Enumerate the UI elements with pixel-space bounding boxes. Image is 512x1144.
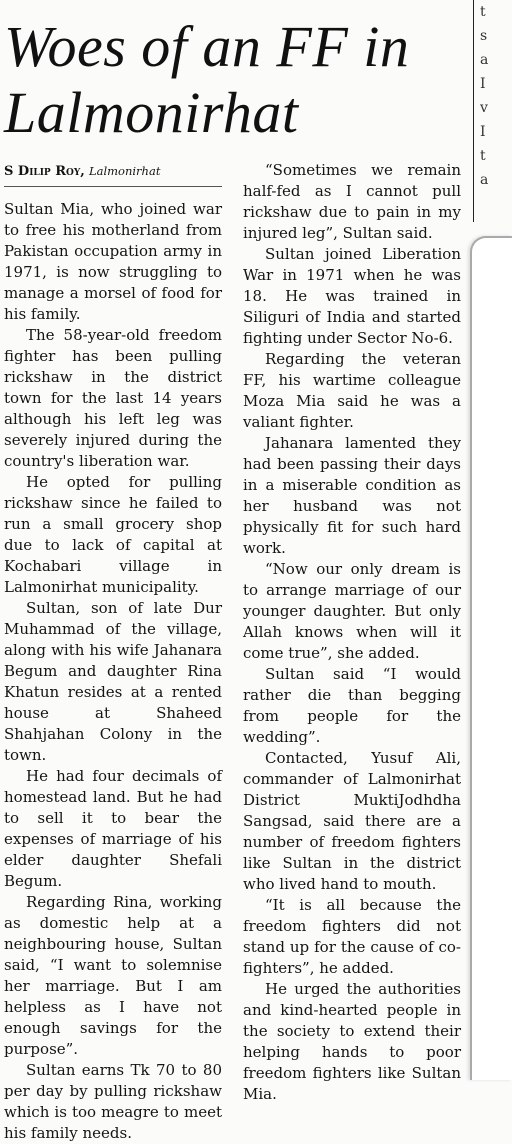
fragment-letter: a	[480, 52, 489, 68]
adjacent-column-fragment	[480, 0, 490, 222]
column-divider	[473, 0, 474, 222]
paragraph: Jahanara lamented they had been passing their days in a miserable condition as her husband was not physically fit for such hard work.	[243, 434, 461, 557]
paragraph: Sultan, son of late Dur Muhammad of the village, along with his wife Jahanara Begum and daughter Rina Khatun resides at a rented house at Shaheed Shahjahan Colony in the town.	[4, 599, 222, 764]
paragraph: Sultan said “I would rather die than begging from people for the wedding”.	[243, 665, 461, 746]
fragment-letter: a	[480, 172, 489, 188]
byline-location: Lalmonirhat	[88, 164, 161, 178]
fragment-letter: s	[480, 28, 488, 44]
headline: Woes of an FF in Lalmonirhat	[4, 14, 410, 145]
byline-author: S Dilip Roy,	[4, 164, 85, 179]
paragraph: He urged the authorities and kind-hearted people in the society to extend their helping hands to poor freedom fighters like Sultan Mia.	[243, 980, 461, 1103]
adjacent-panel	[470, 236, 512, 1080]
paragraph: Regarding the veteran FF, his wartime colleague Moza Mia said he was a valiant fighter.	[243, 350, 461, 431]
paragraph: “Now our only dream is to arrange marriage of our younger daughter. But only Allah knows when will it come true”, she added.	[243, 560, 461, 662]
article-column-1	[4, 199, 222, 1144]
byline	[4, 163, 222, 180]
paragraph: “Sometimes we remain half-fed as I cannot pull rickshaw due to pain in my injured leg”, Sultan said.	[243, 161, 461, 242]
fragment-letter: v	[480, 100, 488, 116]
paragraph: He opted for pulling rickshaw since he failed to run a small grocery shop due to lack of capital at Kochabari village in Lalmonirhat municipality.	[4, 473, 222, 596]
paragraph: The 58-year-old freedom fighter has been pulling rickshaw in the district town for the last 14 years although his left leg was severely injured during the country's liberation war.	[4, 326, 222, 470]
fragment-letter: t	[480, 148, 486, 164]
fragment-letter: I	[480, 76, 486, 92]
paragraph: Contacted, Yusuf Ali, commander of Lalmonirhat District MuktiJodhdha Sangsad, said there are a number of freedom fighters like Sultan in the district who lived hand to mouth.	[243, 749, 461, 893]
paragraph: Regarding Rina, working as domestic help at a neighbouring house, Sultan said, “I want to solemnise her marriage. But I am helpless as I have not enough savings for the purpose”.	[4, 893, 222, 1058]
paragraph: Sultan Mia, who joined war to free his motherland from Pakistan occupation army in 1971, is now struggling to manage a morsel of food for his family.	[4, 200, 222, 323]
paragraph: Sultan joined Liberation War in 1971 when he was 18. He was trained in Siliguri of India and started fighting under Sector No-6.	[243, 245, 461, 347]
paragraph: He had four decimals of homestead land. But he had to sell it to bear the expenses of marriage of his elder daughter Shefali Begum.	[4, 767, 222, 890]
byline-divider	[4, 186, 222, 187]
fragment-letter: I	[480, 124, 486, 140]
paragraph: Sultan earns Tk 70 to 80 per day by pulling rickshaw which is too meagre to meet his family needs.	[4, 1061, 222, 1142]
fragment-letter: t	[480, 4, 486, 20]
paragraph: “It is all because the freedom fighters did not stand up for the cause of co-fighters”, he added.	[243, 896, 461, 977]
article-column-2	[243, 160, 461, 1105]
